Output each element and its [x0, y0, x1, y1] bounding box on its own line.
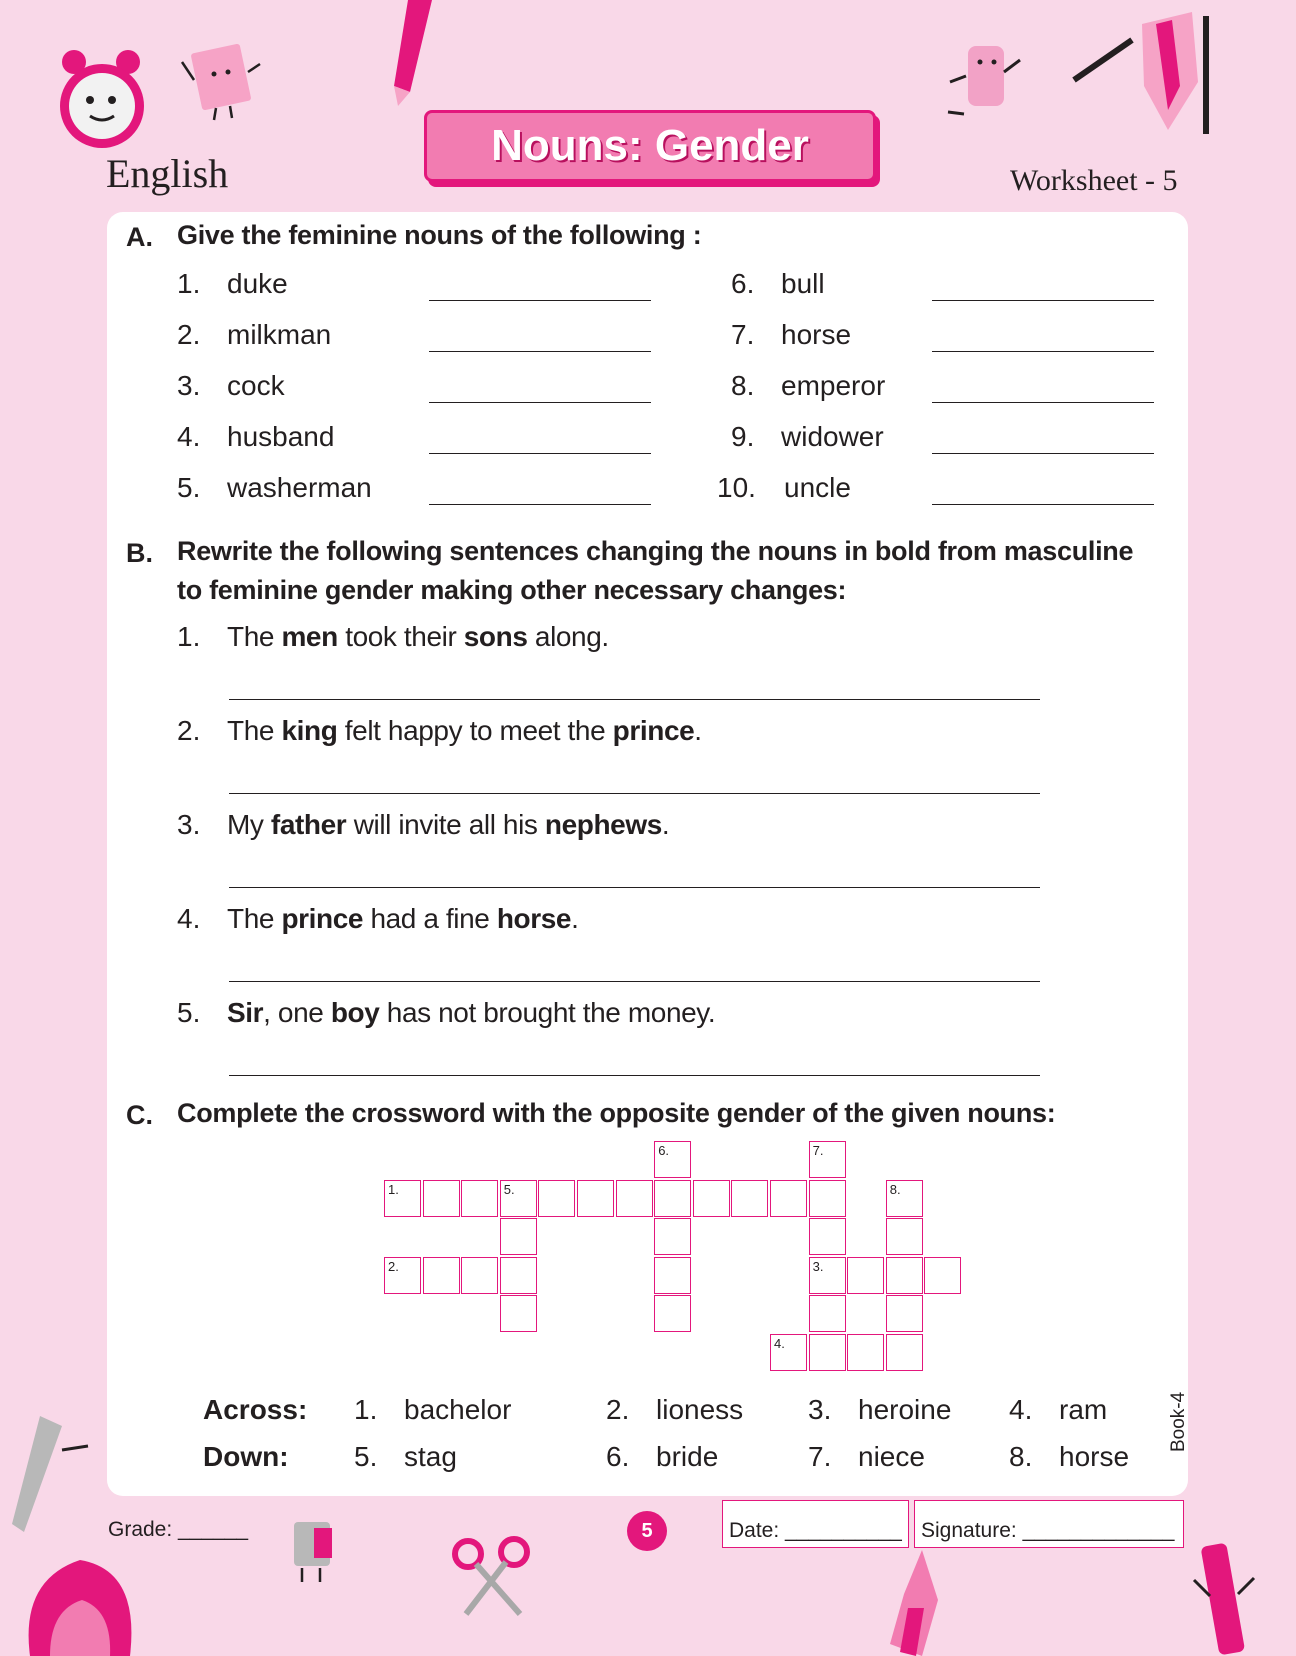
clue-number: 8.	[1009, 1441, 1033, 1472]
answer-blank[interactable]	[932, 300, 1154, 301]
sentence-text	[227, 997, 715, 1029]
crossword-cell[interactable]	[847, 1334, 884, 1371]
crossword-cell[interactable]	[770, 1180, 807, 1217]
bold-noun: horse	[496, 903, 572, 934]
bold-noun: boy	[330, 997, 380, 1028]
clue-word: horse	[1059, 1441, 1130, 1472]
crossword-cell[interactable]	[654, 1295, 691, 1332]
masculine-noun: cock	[227, 370, 285, 401]
crossword-cell[interactable]	[693, 1180, 730, 1217]
pencil-icon	[380, 0, 440, 110]
sentence-part: .	[694, 715, 702, 746]
masculine-noun: milkman	[227, 319, 332, 350]
sharpener-icon	[284, 1518, 344, 1584]
crossword-cell[interactable]	[886, 1334, 923, 1371]
sentence-part: felt happy to meet the	[337, 715, 613, 746]
crossword-cell[interactable]	[616, 1180, 653, 1217]
section-b-instruction-1: Rewrite the following sentences changing the nouns in bold from masculine	[177, 536, 1134, 566]
clue-number: 7.	[808, 1441, 832, 1472]
masculine-noun: emperor	[781, 370, 886, 401]
bold-noun: father	[270, 809, 347, 840]
crossword-cell[interactable]	[423, 1180, 460, 1217]
item-number: 8.	[731, 370, 755, 401]
bold-noun: men	[281, 621, 338, 652]
across-label: Across:	[203, 1394, 308, 1425]
date-field[interactable]: Date: __________	[722, 1500, 909, 1548]
masculine-noun: husband	[227, 421, 335, 452]
answer-blank[interactable]	[429, 453, 651, 454]
crossword-cell[interactable]	[886, 1257, 923, 1294]
clue-word: ram	[1059, 1394, 1108, 1425]
item-number: 4.	[177, 903, 201, 934]
item-number: 3.	[177, 370, 201, 401]
item-number: 6.	[731, 268, 755, 299]
masculine-noun: duke	[227, 268, 288, 299]
answer-blank[interactable]	[932, 351, 1154, 352]
answer-line[interactable]	[229, 793, 1040, 794]
crossword-cell[interactable]	[847, 1257, 884, 1294]
clue-word: lioness	[656, 1394, 744, 1425]
crossword-cell[interactable]	[809, 1218, 846, 1255]
crossword-clue-number: 7.	[812, 1143, 824, 1158]
sentence-part: had a fine	[363, 903, 497, 934]
sentence-part: The	[227, 715, 282, 746]
item-number: 3.	[177, 809, 201, 840]
sentence-text	[227, 903, 578, 935]
section-c-instruction: Complete the crossword with the opposite gender of the given nouns:	[177, 1098, 1056, 1128]
clue-number: 2.	[606, 1394, 630, 1425]
crossword-cell[interactable]	[654, 1218, 691, 1255]
section-a-letter: A.	[126, 222, 153, 252]
eraser-icon	[944, 42, 1024, 122]
section-b-letter: B.	[126, 538, 153, 568]
bold-noun: king	[281, 715, 338, 746]
answer-blank[interactable]	[932, 504, 1154, 505]
answer-blank[interactable]	[429, 402, 651, 403]
item-number: 7.	[731, 319, 755, 350]
crossword-cell[interactable]	[731, 1180, 768, 1217]
clue-word: bachelor	[404, 1394, 512, 1425]
sentence-part: The	[227, 621, 282, 652]
crossword-cell[interactable]	[809, 1334, 846, 1371]
answer-blank[interactable]	[429, 300, 651, 301]
crossword-clue-number: 3.	[812, 1258, 824, 1274]
crossword-cell[interactable]	[654, 1257, 691, 1294]
crossword-cell[interactable]	[809, 1295, 846, 1332]
sentence-part: , one	[263, 997, 331, 1028]
clue-number: 6.	[606, 1441, 630, 1472]
crossword-cell[interactable]	[886, 1218, 923, 1255]
item-number: 1.	[177, 268, 201, 299]
clue-number: 1.	[354, 1394, 378, 1425]
masculine-noun: widower	[781, 421, 884, 452]
crossword-clue-number: 4.	[774, 1336, 785, 1351]
item-number: 5.	[177, 472, 201, 503]
item-number: 5.	[177, 997, 201, 1028]
crossword-cell[interactable]	[461, 1180, 498, 1217]
crossword-cell[interactable]	[809, 1180, 846, 1217]
sentence-part: along.	[527, 621, 609, 652]
scissors-icon	[450, 1536, 534, 1620]
section-b-instruction-2: to feminine gender making other necessary changes:	[177, 575, 847, 605]
alarm-clock-icon	[52, 44, 152, 154]
crayon-icon	[882, 1548, 952, 1656]
signature-field[interactable]: Signature: _____________	[914, 1500, 1184, 1548]
sentence-part: will invite all his	[346, 809, 545, 840]
pencil-character-icon	[1072, 10, 1222, 140]
item-number: 2.	[177, 715, 201, 746]
crossword-cell[interactable]	[538, 1180, 575, 1217]
worksheet-card	[107, 212, 1188, 1496]
masculine-noun: bull	[781, 268, 825, 299]
section-a-instruction: Give the feminine nouns of the following :	[177, 220, 702, 250]
answer-blank[interactable]	[429, 504, 651, 505]
down-label: Down:	[203, 1441, 289, 1472]
crossword-clue-number: 2.	[388, 1258, 399, 1274]
sentence-part: The	[227, 903, 282, 934]
grade-field[interactable]: Grade: ______	[108, 1518, 249, 1541]
sentence-text	[227, 621, 609, 653]
subject-label: English	[106, 151, 229, 196]
crossword-cell[interactable]	[654, 1180, 691, 1217]
answer-blank[interactable]	[429, 351, 651, 352]
notepad-icon	[178, 42, 264, 122]
item-number: 2.	[177, 319, 201, 350]
sentence-text	[227, 715, 702, 747]
answer-blank[interactable]	[932, 402, 1154, 403]
crossword-cell[interactable]	[500, 1257, 537, 1294]
masculine-noun: washerman	[227, 472, 372, 503]
item-number: 10.	[717, 472, 756, 503]
crossword-clue-number: 1.	[388, 1181, 399, 1197]
answer-line[interactable]	[229, 887, 1040, 888]
crossword-clue-number: 5.	[503, 1181, 515, 1197]
crossword-cell[interactable]	[500, 1295, 537, 1332]
section-c-letter: C.	[126, 1100, 153, 1130]
sentence-part: took their	[337, 621, 464, 652]
clue-number: 3.	[808, 1394, 832, 1425]
masculine-noun: horse	[781, 319, 852, 350]
clue-word: niece	[858, 1441, 925, 1472]
crossword-cell[interactable]	[577, 1180, 614, 1217]
page-number-badge: 5	[627, 1511, 667, 1551]
crossword-cell[interactable]	[886, 1295, 923, 1332]
clue-word: stag	[404, 1441, 457, 1472]
book-label: Book-4	[1168, 1391, 1189, 1452]
item-number: 9.	[731, 421, 755, 452]
answer-blank[interactable]	[932, 453, 1154, 454]
bold-noun: prince	[612, 715, 695, 746]
masculine-noun: uncle	[784, 472, 851, 503]
bold-noun: Sir	[227, 997, 264, 1028]
sentence-part: My	[227, 809, 271, 840]
bold-noun: prince	[281, 903, 364, 934]
clue-number: 5.	[354, 1441, 378, 1472]
item-number: 1.	[177, 621, 201, 652]
crossword-cell[interactable]	[461, 1257, 498, 1294]
sentence-part: .	[571, 903, 579, 934]
answer-line[interactable]	[229, 699, 1040, 700]
worksheet-number: Worksheet - 5	[1010, 164, 1178, 197]
crossword-cell[interactable]	[924, 1257, 961, 1294]
clue-word: bride	[656, 1441, 719, 1472]
page-title: Nouns: Gender	[424, 110, 876, 182]
item-number: 4.	[177, 421, 201, 452]
bold-noun: sons	[463, 621, 528, 652]
crossword-clue-number: 8.	[889, 1181, 901, 1197]
crossword-cell[interactable]	[423, 1257, 460, 1294]
clue-word: heroine	[858, 1394, 952, 1425]
answer-line[interactable]	[229, 981, 1040, 982]
sentence-text	[227, 809, 669, 841]
sentence-part: .	[661, 809, 670, 840]
crossword-cell[interactable]	[500, 1218, 537, 1255]
clue-number: 4.	[1009, 1394, 1033, 1425]
sentence-part: has not brought the money.	[379, 997, 716, 1028]
crossword-clue-number: 6.	[658, 1143, 670, 1158]
answer-line[interactable]	[229, 1075, 1040, 1076]
bold-noun: nephews	[544, 809, 662, 840]
pen-icon	[1192, 1540, 1256, 1656]
